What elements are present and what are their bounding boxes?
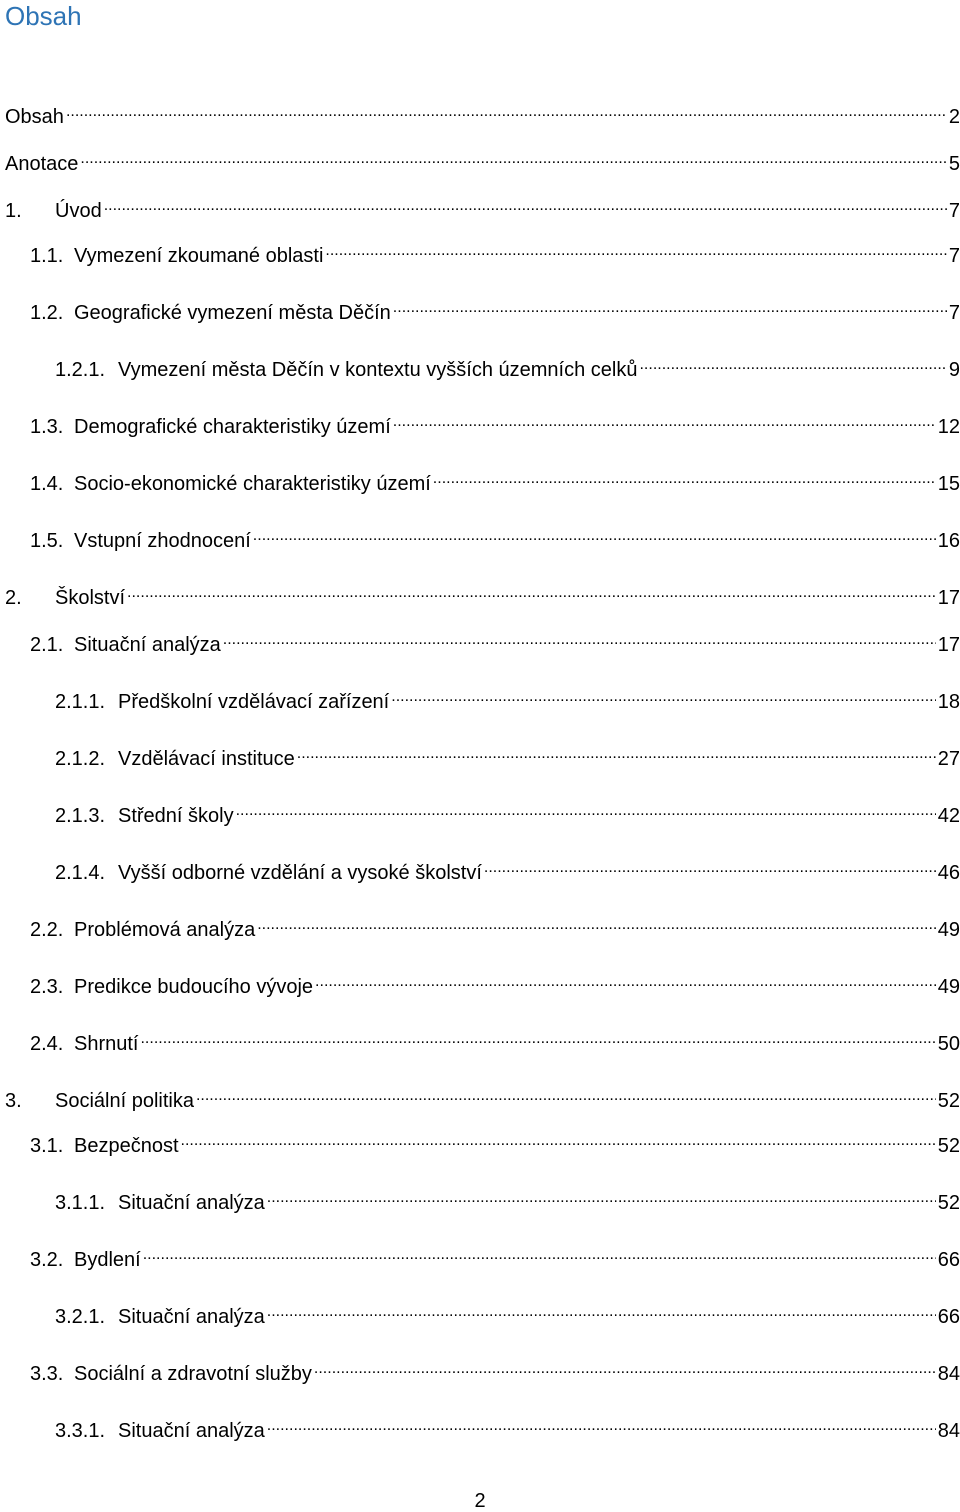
page-title: Obsah [5,1,82,31]
toc-dot-leader [325,242,946,262]
toc-entry-page: 7 [948,302,960,324]
toc-entry[interactable] [5,1087,960,1113]
toc-entry[interactable] [55,859,960,885]
toc-dot-leader [104,197,947,217]
toc-entry-title: Geografické vymezení města Děčín [74,302,391,324]
toc-entry-page: 52 [937,1135,960,1157]
toc-entry-number: 1.2.1. [55,359,106,381]
toc-entry-title: Střední školy [118,805,234,827]
toc-entry[interactable] [30,1360,960,1386]
toc-entry-page: 84 [937,1363,960,1385]
toc-entry-number: 1.5. [30,530,64,552]
toc-entry[interactable] [30,1246,960,1272]
toc-dot-leader [267,1417,936,1437]
toc-entry-number: 2.3. [30,976,64,998]
toc-entry-page: 5 [948,153,960,175]
toc-entry-title: Úvod [55,200,102,222]
toc-dot-leader [181,1132,936,1152]
toc-dot-leader [433,470,936,490]
toc-entry-page: 7 [948,200,960,222]
toc-entry-title: Obsah [5,106,64,128]
toc-entry-page: 7 [948,245,960,267]
page-number: 2 [474,1490,486,1512]
toc-entry[interactable] [30,631,960,657]
toc-entry-number: 3.2.1. [55,1306,106,1328]
toc-entry-page: 2 [948,106,960,128]
toc-dot-leader [484,859,936,879]
toc-entry-title: Vyšší odborné vzdělání a vysoké školství [118,862,482,884]
toc-entry[interactable] [5,103,960,129]
toc-entry-page: 52 [937,1192,960,1214]
toc-entry-page: 46 [937,862,960,884]
toc-entry[interactable] [30,242,960,268]
toc-entry-title: Shrnutí [74,1033,139,1055]
toc-entry[interactable] [5,197,960,223]
toc-entry-title: Vstupní zhodnocení [74,530,251,552]
toc-entry-title: Situační analýza [118,1192,265,1214]
toc-entry-page: 66 [937,1306,960,1328]
toc-entry[interactable] [5,584,960,610]
toc-dot-leader [66,103,947,123]
toc-dot-leader [297,745,936,765]
toc-entry[interactable] [30,299,960,325]
toc-dot-leader [236,802,936,822]
toc-entry-number: 3.1.1. [55,1192,106,1214]
toc-entry[interactable] [30,1132,960,1158]
toc-entry-number: 2. [5,587,22,609]
toc-entry-title: Situační analýza [74,634,221,656]
toc-entry-number: 3.3.1. [55,1420,106,1442]
toc-entry-title: Bydlení [74,1249,141,1271]
toc-entry-title: Vymezení zkoumané oblasti [74,245,324,267]
toc-dot-leader [127,584,936,604]
toc-entry-page: 17 [937,587,960,609]
toc-entry-number: 1. [5,200,22,222]
toc-dot-leader [140,1030,935,1050]
toc-entry-title: Socio-ekonomické charakteristiky území [74,473,431,495]
toc-dot-leader [315,973,936,993]
toc-entry-title: Situační analýza [118,1420,265,1442]
toc-entry-title: Školství [55,587,126,609]
toc-entry[interactable] [30,1030,960,1056]
toc-entry-number: 3.1. [30,1135,64,1157]
toc-entry-page: 17 [937,634,960,656]
toc-entry[interactable] [30,973,960,999]
toc-dot-leader [257,916,936,936]
toc-entry-number: 3. [5,1090,22,1112]
toc-dot-leader [143,1246,936,1266]
toc-entry-number: 2.4. [30,1033,64,1055]
toc-dot-leader [196,1087,936,1107]
toc-dot-leader [267,1303,936,1323]
toc-entry-title: Predikce budoucího vývoje [74,976,314,998]
toc-entry-number: 3.3. [30,1363,64,1385]
toc-entry[interactable] [55,688,960,714]
toc-entry-page: 27 [937,748,960,770]
toc-entry-page: 9 [948,359,960,381]
toc-entry[interactable] [55,1303,960,1329]
toc-entry-number: 2.1.2. [55,748,106,770]
toc-entry-page: 84 [937,1420,960,1442]
toc-entry[interactable] [55,1417,960,1443]
toc-entry-page: 15 [937,473,960,495]
toc-entry-page: 12 [937,416,960,438]
toc-entry-title: Situační analýza [118,1306,265,1328]
toc-entry-title: Sociální politika [55,1090,194,1112]
toc-entry-title: Anotace [5,153,79,175]
toc-dot-leader [639,356,946,376]
toc-entry-number: 2.1.4. [55,862,106,884]
toc-entry[interactable] [55,745,960,771]
toc-entry-page: 66 [937,1249,960,1271]
toc-entry-page: 49 [937,976,960,998]
toc-entry[interactable] [30,470,960,496]
toc-entry-number: 2.1.3. [55,805,106,827]
toc-dot-leader [223,631,936,651]
toc-entry[interactable] [55,356,960,382]
toc-entry[interactable] [30,413,960,439]
toc-entry-number: 1.1. [30,245,64,267]
toc-dot-leader [267,1189,936,1209]
toc-entry-page: 42 [937,805,960,827]
toc-entry-page: 18 [937,691,960,713]
toc-entry-number: 1.4. [30,473,64,495]
toc-dot-leader [80,150,946,170]
toc-entry-title: Bezpečnost [74,1135,179,1157]
toc-entry-title: Demografické charakteristiky území [74,416,391,438]
toc-entry-page: 50 [937,1033,960,1055]
toc-entry-title: Vzdělávací instituce [118,748,295,770]
toc-entry[interactable] [55,802,960,828]
toc-entry-number: 2.1. [30,634,64,656]
toc-entry-title: Problémová analýza [74,919,256,941]
toc-entry-page: 52 [937,1090,960,1112]
toc-dot-leader [391,688,936,708]
toc-entry[interactable] [55,1189,960,1215]
toc-entry-number: 2.1.1. [55,691,106,713]
toc-entry-title: Sociální a zdravotní služby [74,1363,312,1385]
toc-entry-number: 1.3. [30,416,64,438]
toc-entry[interactable] [30,527,960,553]
toc-dot-leader [393,413,936,433]
toc-entry-title: Předškolní vzdělávací zařízení [118,691,390,713]
toc-entry[interactable] [30,916,960,942]
toc-dot-leader [253,527,936,547]
toc-entry-number: 2.2. [30,919,64,941]
toc-entry-number: 1.2. [30,302,64,324]
toc-entry-page: 16 [937,530,960,552]
toc-dot-leader [314,1360,936,1380]
toc-entry-page: 49 [937,919,960,941]
toc-entry-number: 3.2. [30,1249,64,1271]
toc-dot-leader [393,299,947,319]
toc-entry[interactable] [5,150,960,176]
toc-entry-title: Vymezení města Děčín v kontextu vyšších územních celků [118,359,638,381]
